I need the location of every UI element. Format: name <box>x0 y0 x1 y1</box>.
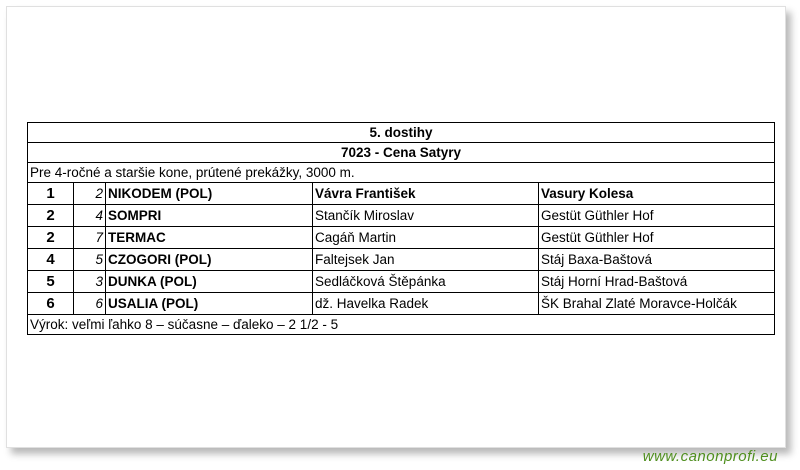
race-title: 5. dostihy <box>28 123 775 143</box>
jockey-cell: Cagáň Martin <box>313 227 539 249</box>
jockey-cell: Stančík Miroslav <box>313 205 539 227</box>
number-cell: 7 <box>74 227 106 249</box>
jockey-cell: dž. Havelka Radek <box>313 293 539 315</box>
race-subtitle-row <box>28 143 775 163</box>
owner-cell: ŠK Brahal Zlaté Moravce-Holčák <box>539 293 775 315</box>
jockey-cell: Faltejsek Jan <box>313 249 539 271</box>
table-row <box>28 183 775 205</box>
horse-cell: DUNKA (POL) <box>106 271 313 293</box>
horse-cell: NIKODEM (POL) <box>106 183 313 205</box>
race-title-row <box>28 123 775 143</box>
table-row <box>28 249 775 271</box>
number-cell: 4 <box>74 205 106 227</box>
owner-cell: Gestüt Güthler Hof <box>539 227 775 249</box>
horse-cell: TERMAC <box>106 227 313 249</box>
jockey-cell: Sedláčková Štěpánka <box>313 271 539 293</box>
position-cell: 1 <box>28 183 74 205</box>
horse-cell: USALIA (POL) <box>106 293 313 315</box>
race-description: Pre 4-ročné a staršie kone, prútené prekážky, 3000 m. <box>28 163 775 183</box>
number-cell: 2 <box>74 183 106 205</box>
number-cell: 3 <box>74 271 106 293</box>
table-row <box>28 293 775 315</box>
race-subtitle: 7023 - Cena Satyry <box>28 143 775 163</box>
position-cell: 2 <box>28 205 74 227</box>
number-cell: 6 <box>74 293 106 315</box>
owner-cell: Gestüt Güthler Hof <box>539 205 775 227</box>
race-description-row <box>28 163 775 183</box>
table-row <box>28 205 775 227</box>
verdict-row <box>28 315 775 335</box>
position-cell: 6 <box>28 293 74 315</box>
race-results-table <box>27 122 775 335</box>
horse-cell: SOMPRI <box>106 205 313 227</box>
position-cell: 2 <box>28 227 74 249</box>
watermark-link[interactable]: www.canonprofi.eu <box>642 448 778 465</box>
position-cell: 4 <box>28 249 74 271</box>
table-row <box>28 227 775 249</box>
table-row <box>28 271 775 293</box>
owner-cell: Stáj Baxa-Baštová <box>539 249 775 271</box>
race-verdict: Výrok: veľmi ľahko 8 – súčasne – ďaleko – 2 1/2 - 5 <box>28 315 775 335</box>
number-cell: 5 <box>74 249 106 271</box>
owner-cell: Stáj Horní Hrad-Baštová <box>539 271 775 293</box>
horse-cell: CZOGORI (POL) <box>106 249 313 271</box>
jockey-cell: Vávra František <box>313 183 539 205</box>
position-cell: 5 <box>28 271 74 293</box>
owner-cell: Vasury Kolesa <box>539 183 775 205</box>
